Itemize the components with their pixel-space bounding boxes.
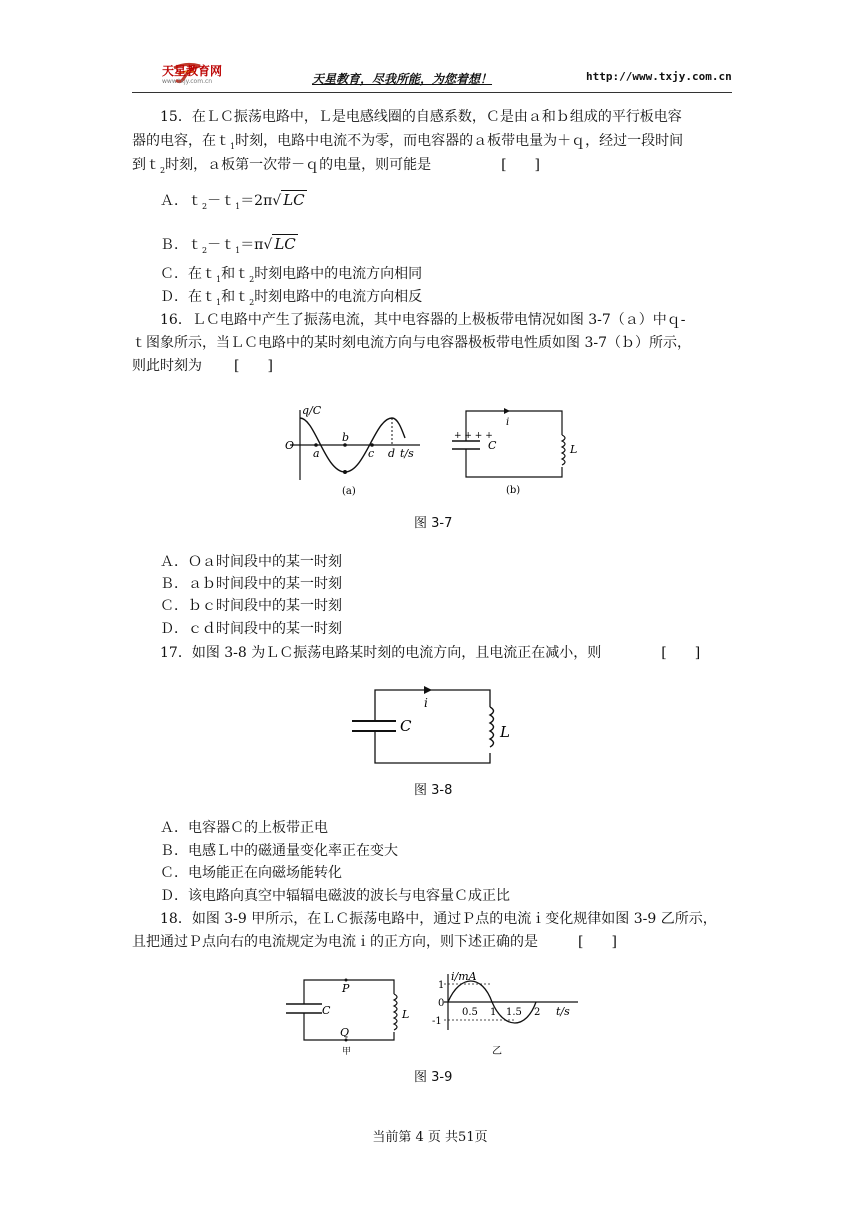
fig-3-9-xtick-1-5: 1.5 [506,1007,522,1018]
q15-line2: 器的电容，在ｔ$_1$时刻，电路中电流不为零，而电容器的ａ板带电量为＋ｑ，经过一段时间 [132,133,684,151]
q15-option-c[interactable]: Ｃ．在ｔ$_1$和ｔ$_2$时刻电路中的电流方向相同 [160,266,423,284]
q17-option-c[interactable]: Ｃ．电场能正在向磁场能转化 [160,865,342,881]
figure-3-7-caption: 图 3-7 [414,516,453,531]
q15-option-b[interactable]: Ｂ．ｔ$_2$－ｔ$_1$＝π√ LC [160,235,296,255]
fig-a-point-d: d [388,447,396,460]
fig-a-xlabel: t/s [400,447,414,460]
fig-3-8-i-label: i [424,696,428,710]
fig-3-9-c-label: C [322,1004,331,1017]
logo-text: 天星教育网 [162,64,223,78]
figure-3-7a-qt-graph [280,400,430,500]
fig-b-plus-signs: + + + + [454,431,493,441]
fig-a-ylabel: q/C [302,404,322,417]
sqrt-lc-b: √ LC [263,235,296,253]
fig-b-l-label: L [570,443,578,456]
fig-3-8-l-label: L [500,723,510,741]
header-slogan: 天星教育，尽我所能，为您着想！ [312,72,493,86]
q16-option-b[interactable]: Ｂ．ａｂ时间段中的某一时刻 [160,576,342,592]
q15-line1: 15．在ＬＣ振荡电路中，Ｌ是电感线圈的自感系数，Ｃ是由ａ和ｂ组成的平行板电容 [160,109,682,125]
fig-a-origin: O [285,439,295,452]
q17-option-d[interactable]: Ｄ．该电路向真空中辐辐电磁波的波长与电容量Ｃ成正比 [160,888,510,904]
fig-b-caption: (b) [506,485,521,496]
q16-line1: 16．ＬＣ电路中产生了振荡电流，其中电容器的上极板带电情况如图 3-7（ａ）中ｑ- [160,312,686,328]
fig-3-9-l-label: L [402,1008,410,1021]
fig-b-c-label: C [488,439,497,452]
q17-option-a[interactable]: Ａ．电容器Ｃ的上板带正电 [160,820,328,836]
fig-3-9-p-label: P [342,982,350,995]
q18-line1: 18．如图 3-9 甲所示，在ＬＣ振荡电路中，通过Ｐ点的电流ｉ变化规律如图 3-9 乙所示， [160,911,717,927]
fig-a-caption: (a) [342,486,356,497]
sqrt-lc: √ LC [272,191,305,209]
fig-3-9-xtick-2: 2 [534,1007,541,1018]
figure-3-9-caption: 图 3-9 [414,1070,453,1085]
fig-a-point-a: a [313,447,320,460]
fig-3-9-q-label: Q [340,1026,350,1039]
figure-3-8-circuit [350,685,530,770]
fig-3-9-xtick-0-5: 0.5 [462,1007,478,1018]
fig-3-9-xlabel: t/s [556,1005,570,1018]
q16-line2: ｔ图象所示，当ＬＣ电路中的某时刻电流方向与电容器极板带电性质如图 3-7（ｂ）所示， [132,335,691,351]
q15-line3: 到ｔ$_2$时刻，ａ板第一次带－ｑ的电量，则可能是 [ ] [132,157,541,175]
figure-3-9-yi-graph [426,970,586,1062]
figure-3-8-caption: 图 3-8 [414,783,453,798]
q17-answer-bracket: [ ] [661,645,701,661]
fig-3-9-xtick-1: 1 [490,1007,497,1018]
q17-line1: 17．如图 3-8 为ＬＣ振荡电路某时刻的电流方向，且电流正在减小，则 [ ] [160,645,701,661]
q16-answer-bracket: [ ] [234,358,273,374]
q18-line2: 且把通过Ｐ点向右的电流规定为电流ｉ的正方向，则下述正确的是 [ ] [132,934,617,950]
q15-option-a[interactable]: Ａ．ｔ$_2$－ｔ$_1$＝2π√ LC [160,191,305,211]
q15-option-d[interactable]: Ｄ．在ｔ$_1$和ｔ$_2$时刻电路中的电流方向相反 [160,289,423,307]
fig-3-9-ytick-0: 0 [438,998,445,1009]
figure-3-9-jia-circuit [284,972,424,1062]
fig-a-point-b: b [342,431,350,444]
page-footer: 当前第 4 页 共51页 [372,1130,488,1145]
q16-option-a[interactable]: Ａ．Ｏａ时间段中的某一时刻 [160,554,342,570]
q17-option-b[interactable]: Ｂ．电感Ｌ中的磁通量变化率正在变大 [160,843,398,859]
header-url[interactable]: http://www.txjy.com.cn [586,70,732,83]
q15-answer-bracket: [ ] [501,157,541,173]
q16-option-d[interactable]: Ｄ．ｃｄ时间段中的某一时刻 [160,621,342,637]
q16-option-c[interactable]: Ｃ．ｂｃ时间段中的某一时刻 [160,598,342,614]
header-divider [132,92,732,93]
fig-3-9-ytick-1: 1 [438,980,445,991]
fig-3-9-ytick-neg1: -1 [432,1016,442,1027]
figure-3-7b-circuit [450,405,590,500]
fig-3-8-c-label: C [400,717,412,735]
fig-3-9-ylabel: i/mA [451,970,477,983]
fig-b-i-label: i [506,417,510,428]
fig-a-point-c: c [368,447,375,460]
logo-subtitle: www.txjy.com.cn [162,78,213,85]
q18-answer-bracket: [ ] [578,934,617,950]
q16-line3: 则此时刻为 [ ] [132,358,273,374]
fig-3-9-yi-label: 乙 [492,1046,502,1057]
fig-3-9-jia-label: 甲 [342,1047,352,1057]
